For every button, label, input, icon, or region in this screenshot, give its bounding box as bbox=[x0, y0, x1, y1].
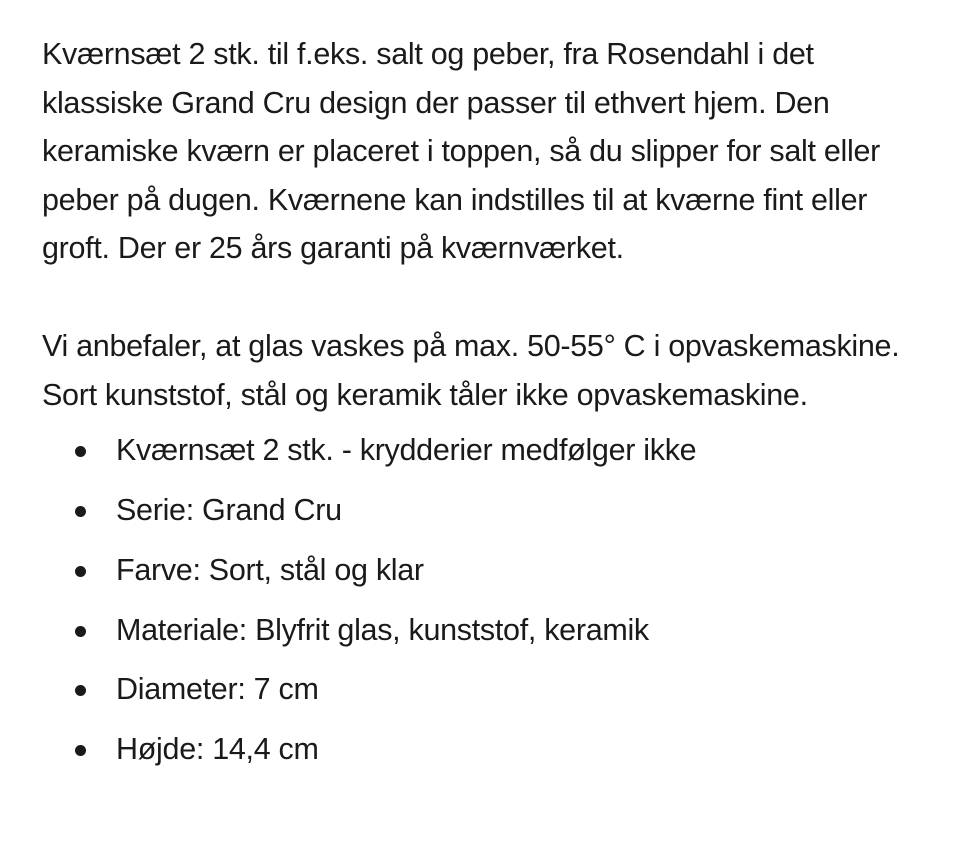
spec-item-material bbox=[42, 601, 932, 661]
bullet-icon bbox=[75, 506, 86, 517]
product-description bbox=[42, 30, 932, 780]
bullet-icon bbox=[75, 566, 86, 577]
spec-item-label: Serie: Grand Cru bbox=[116, 492, 342, 527]
bullet-icon bbox=[75, 685, 86, 696]
spec-list bbox=[42, 421, 932, 780]
spec-item-series bbox=[42, 481, 932, 541]
spec-item-label: Diameter: 7 cm bbox=[116, 672, 319, 707]
spec-item-color bbox=[42, 541, 932, 601]
spec-item-label: Farve: Sort, stål og klar bbox=[116, 552, 424, 587]
spec-item-label: Kværnsæt 2 stk. - krydderier medfølger ikke bbox=[116, 433, 697, 468]
spec-item-diameter bbox=[42, 660, 932, 720]
bullet-icon bbox=[75, 626, 86, 637]
spec-item-quantity bbox=[42, 421, 932, 481]
description-paragraph-1: Kværnsæt 2 stk. til f.eks. salt og peber, fra Rosendahl i det klassiske Grand Cru design der passer til ethvert hjem. Den keramiske kværn er placeret i toppen, så du slipper for salt eller peber på dugen. Kværnene kan indstilles til at kværne fint eller groft. Der er 25 års garanti på kværnværket. bbox=[42, 37, 880, 266]
spec-item-label: Højde: 14,4 cm bbox=[116, 732, 319, 767]
bullet-icon bbox=[75, 446, 86, 457]
spec-item-label: Materiale: Blyfrit glas, kunststof, keramik bbox=[116, 612, 649, 647]
description-paragraph-2: Vi anbefaler, at glas vaskes på max. 50-55° C i opvaskemaskine. Sort kunststof, stål og keramik tåler ikke opvaskemaskine. bbox=[42, 328, 900, 412]
spec-item-height bbox=[42, 720, 932, 780]
bullet-icon bbox=[75, 745, 86, 756]
